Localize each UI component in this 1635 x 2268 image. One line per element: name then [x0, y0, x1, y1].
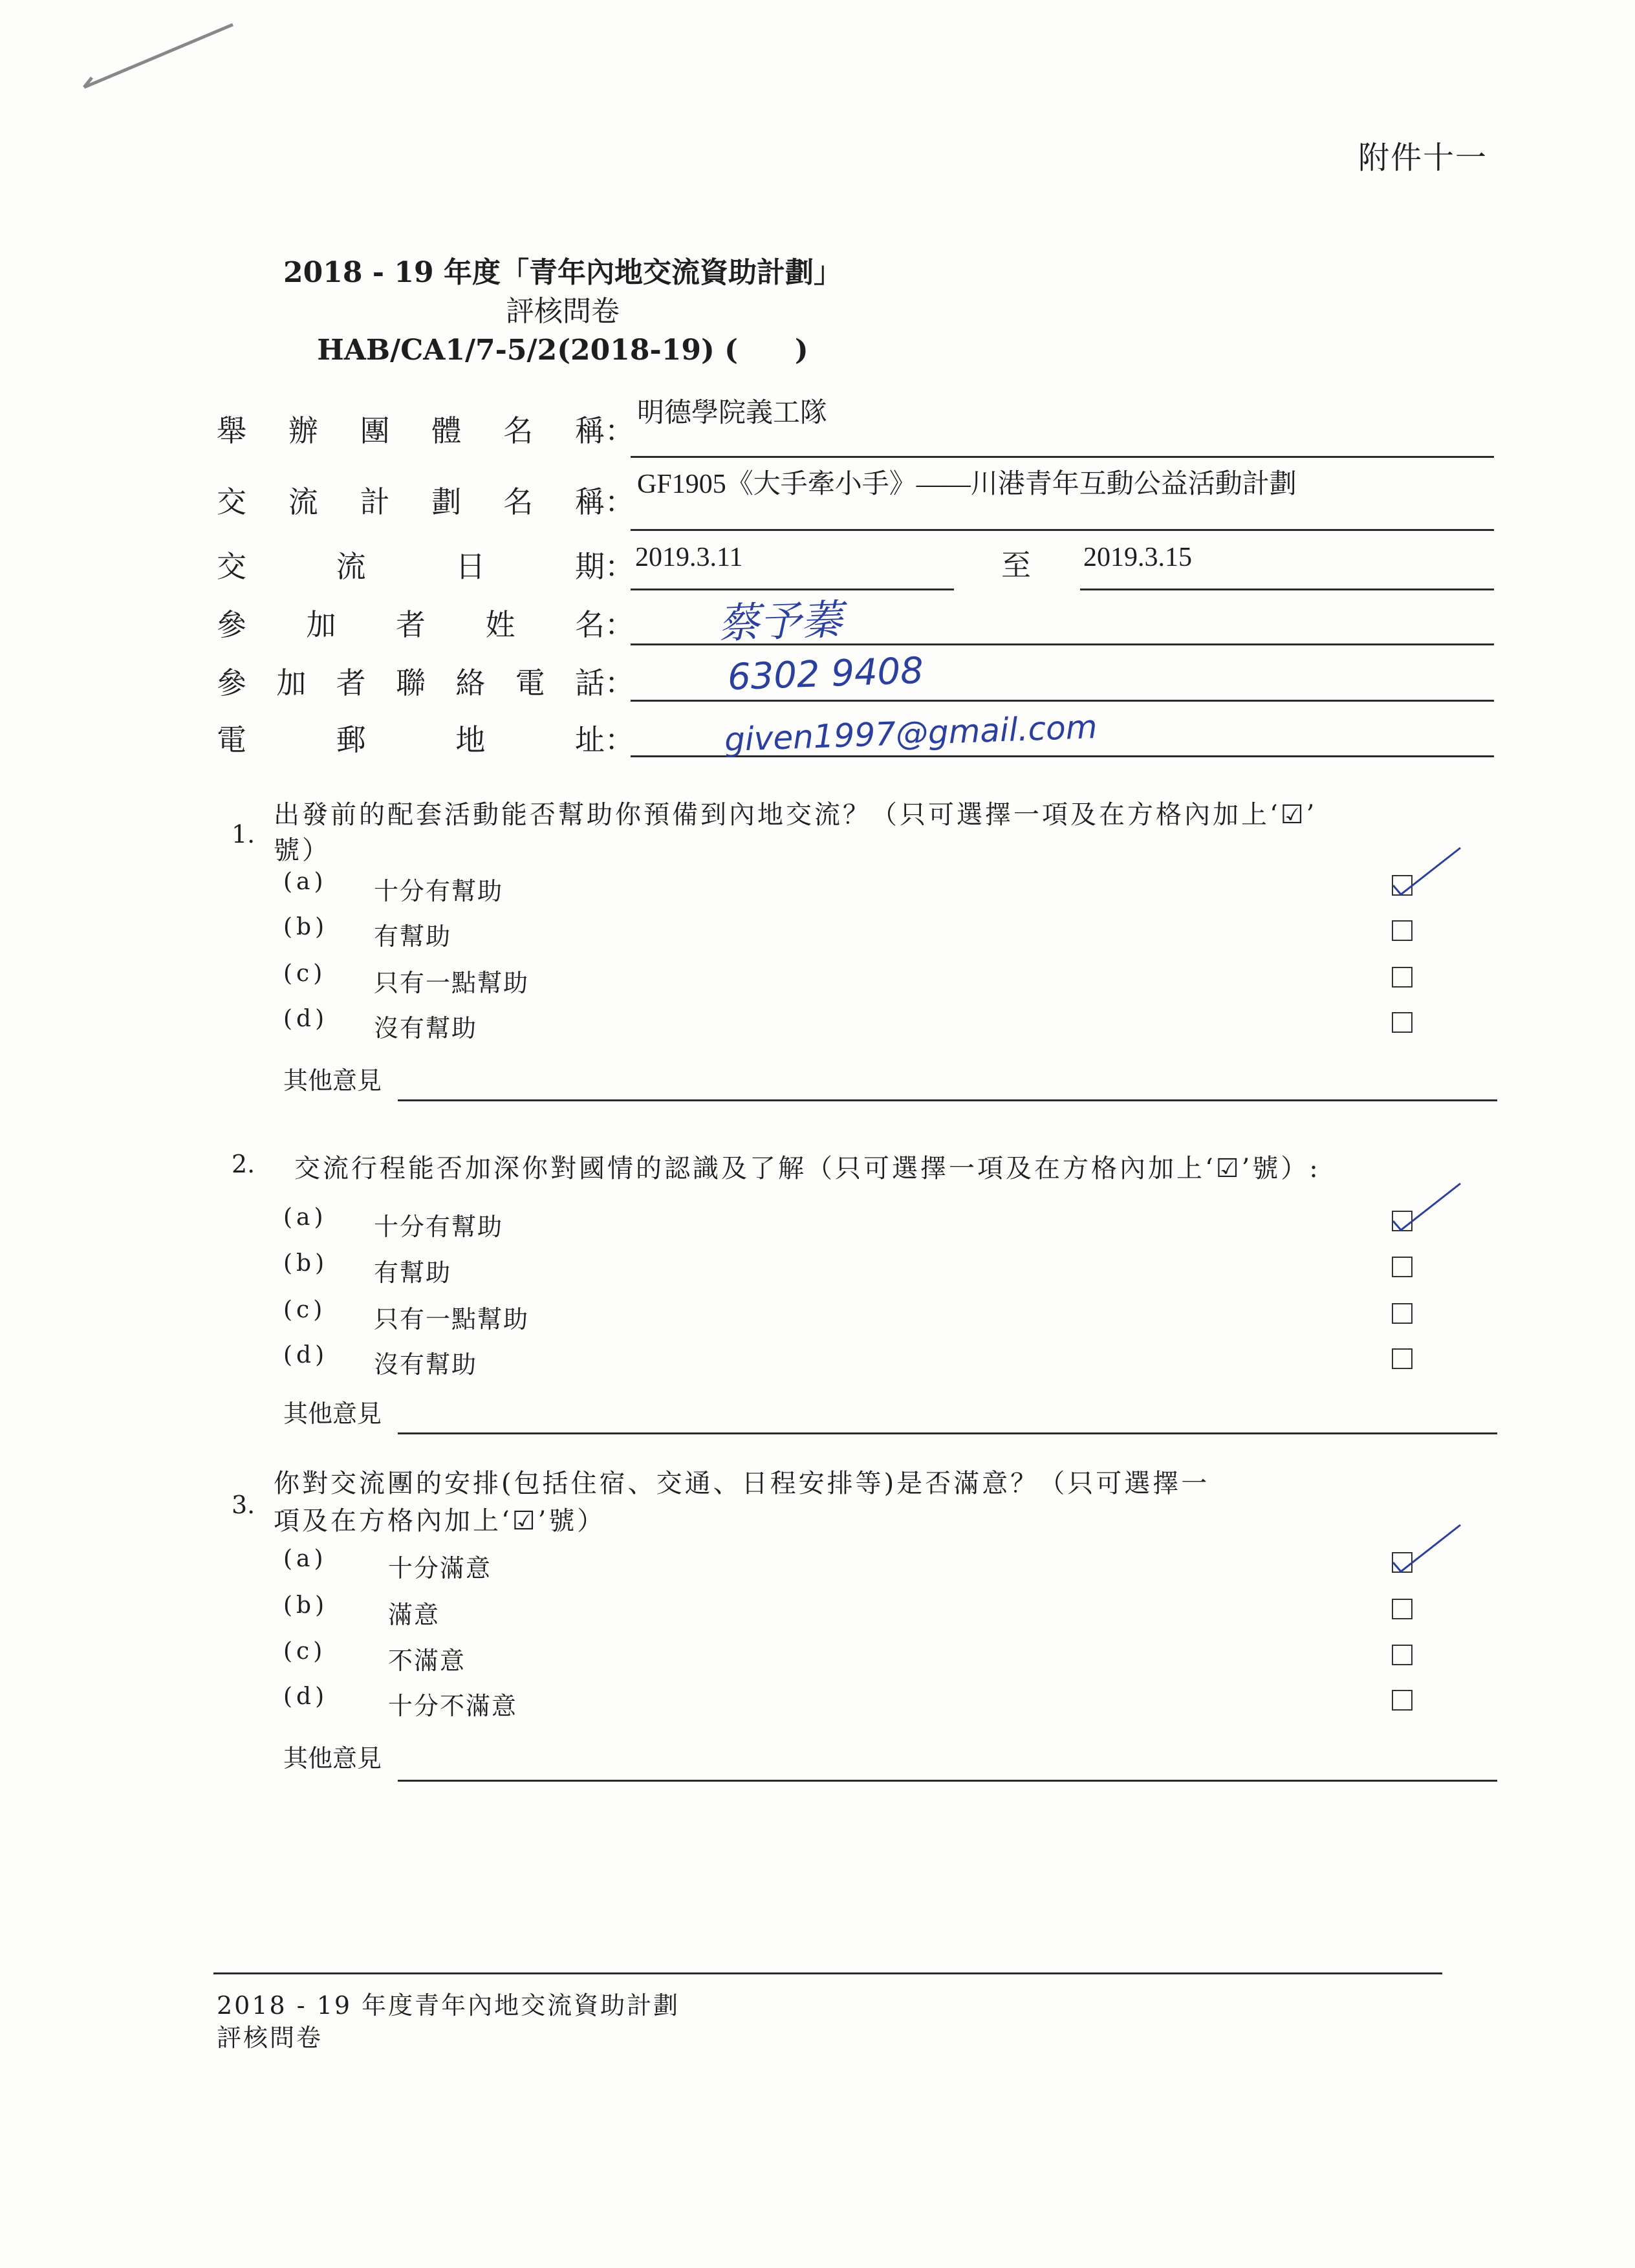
date-to-underline [1080, 589, 1494, 590]
label-char: 期 [574, 549, 605, 584]
name-value[interactable]: 蔡予蓁 [717, 596, 843, 649]
other-comments-label: 其他意見 [283, 1744, 382, 1773]
form-subtitle: 評核問卷 [506, 295, 620, 328]
option-letter: (a) [283, 1546, 327, 1572]
option-letter: (c) [283, 960, 327, 987]
phone-underline [631, 700, 1494, 702]
option-text: 沒有幫助 [374, 1014, 478, 1042]
label-char: 名 [503, 484, 534, 519]
label-char: 名 [575, 607, 605, 642]
label-char: 舉 [217, 413, 246, 448]
other-comments-label: 其他意見 [283, 1066, 382, 1095]
label-char: 話 [574, 665, 605, 700]
question-text: 交流行程能否加深你對國情的認識及了解（只可選擇一項及在方格內加上‘☑’號）: [294, 1154, 1321, 1183]
other-comments-line[interactable] [398, 1432, 1497, 1434]
organizer-label [217, 407, 605, 450]
option-checkbox[interactable] [1392, 1012, 1413, 1033]
other-comments-line[interactable] [398, 1780, 1497, 1782]
check-mark-icon [1389, 1520, 1467, 1578]
option-checkbox[interactable] [1392, 1690, 1413, 1711]
label-char: 稱 [574, 413, 605, 448]
date-label [217, 543, 605, 586]
label-char: 參 [217, 607, 246, 642]
form-code: HAB/CA1/7-5/2(2018-19) ( ) [317, 334, 808, 367]
option-letter: (b) [283, 1250, 329, 1277]
option-text: 十分滿意 [388, 1554, 492, 1582]
label-char: 址 [574, 722, 605, 757]
annex-label: 附件十一 [1358, 140, 1488, 176]
label-char: 郵 [336, 722, 366, 757]
phone-value[interactable]: 6302 9408 [726, 649, 924, 699]
form-title: 2018 - 19 年度「青年內地交流資助計劃」 [283, 256, 842, 289]
option-letter: (b) [283, 914, 329, 940]
option-checkbox[interactable] [1392, 1599, 1413, 1619]
label-char: 交 [217, 484, 246, 519]
label-char: 劃 [431, 484, 462, 519]
option-letter: (c) [283, 1297, 327, 1323]
option-checkbox[interactable] [1392, 920, 1413, 941]
date-from-value: 2019.3.11 [635, 543, 743, 572]
option-letter: (a) [283, 869, 327, 895]
name-label [217, 601, 605, 644]
option-letter: (a) [283, 1204, 327, 1231]
label-char: 交 [217, 549, 246, 584]
other-comments-line[interactable] [398, 1099, 1497, 1101]
footer-line2: 評核問卷 [217, 2024, 323, 2052]
question-number: 1. [232, 820, 255, 848]
label-char: 電 [217, 722, 246, 757]
label-char: 辦 [288, 413, 318, 448]
option-letter: (c) [283, 1638, 327, 1665]
footer-divider [213, 1972, 1442, 1974]
other-comments-label: 其他意見 [283, 1399, 382, 1428]
phone-label [217, 660, 605, 702]
label-char: 日 [455, 549, 486, 584]
field-colon: ： [605, 722, 634, 757]
label-char: 稱 [574, 484, 605, 519]
label-char: 聯 [395, 665, 426, 700]
option-text: 有幫助 [374, 922, 452, 951]
label-char: 體 [431, 413, 462, 448]
option-text: 有幫助 [374, 1258, 452, 1287]
email-label [217, 717, 605, 759]
question-number: 2. [232, 1150, 255, 1178]
label-char: 團 [360, 413, 390, 448]
question-text: 你對交流團的安排(包括住宿、交通、日程安排等)是否滿意？（只可選擇一 [274, 1469, 1210, 1498]
program-label [217, 479, 605, 521]
label-char: 地 [455, 722, 486, 757]
label-char: 名 [503, 413, 534, 448]
question-number: 3. [232, 1491, 255, 1519]
label-char: 電 [515, 665, 545, 700]
option-letter: (d) [283, 1683, 329, 1710]
option-checkbox[interactable] [1392, 1303, 1413, 1324]
option-text: 只有一點幫助 [374, 969, 530, 997]
question-text-cont: 號） [274, 836, 330, 865]
option-letter: (d) [283, 1006, 329, 1032]
option-text: 十分有幫助 [374, 1213, 504, 1241]
label-char: 姓 [485, 607, 515, 642]
staple-mark [78, 13, 246, 97]
option-text: 只有一點幫助 [374, 1305, 530, 1334]
label-char: 參 [217, 665, 246, 700]
option-checkbox[interactable] [1392, 967, 1413, 988]
check-mark-icon [1389, 843, 1467, 901]
field-colon: ： [605, 549, 634, 584]
label-char: 者 [336, 665, 366, 700]
label-char: 流 [288, 484, 318, 519]
organizer-value[interactable]: 明德學院義工隊 [637, 398, 828, 428]
footer-line1: 2018 - 19 年度青年內地交流資助計劃 [217, 1991, 680, 2020]
organizer-underline [631, 456, 1494, 458]
label-char: 絡 [455, 665, 486, 700]
email-value[interactable]: given1997@gmail.com [724, 707, 1098, 759]
field-colon: ： [605, 607, 634, 642]
label-char: 流 [336, 549, 366, 584]
label-char: 加 [306, 607, 336, 642]
question-text-cont: 項及在方格內加上‘☑’號） [274, 1506, 606, 1536]
label-char: 者 [396, 607, 426, 642]
label-char: 計 [360, 484, 390, 519]
option-checkbox[interactable] [1392, 1348, 1413, 1369]
option-text: 十分有幫助 [374, 877, 504, 905]
field-colon: ： [605, 665, 634, 700]
option-text: 十分不滿意 [388, 1692, 518, 1720]
option-text: 滿意 [388, 1601, 440, 1629]
date-to-label: 至 [1001, 549, 1031, 582]
field-colon: ： [605, 413, 634, 448]
option-letter: (b) [283, 1592, 329, 1619]
check-mark-icon [1389, 1178, 1467, 1237]
date-to-value: 2019.3.15 [1083, 543, 1192, 572]
option-checkbox[interactable] [1392, 1257, 1413, 1277]
question-text: 出發前的配套活動能否幫助你預備到內地交流？（只可選擇一項及在方格內加上‘☑’ [274, 800, 1317, 830]
option-text: 沒有幫助 [374, 1350, 478, 1379]
field-colon: ： [605, 484, 634, 519]
label-char: 加 [276, 665, 307, 700]
program-value[interactable]: GF1905《大手牽小手》——川港青年互動公益活動計劃 [637, 470, 1297, 499]
option-checkbox[interactable] [1392, 1645, 1413, 1665]
program-underline [631, 529, 1494, 531]
option-letter: (d) [283, 1342, 329, 1368]
option-text: 不滿意 [388, 1647, 466, 1675]
